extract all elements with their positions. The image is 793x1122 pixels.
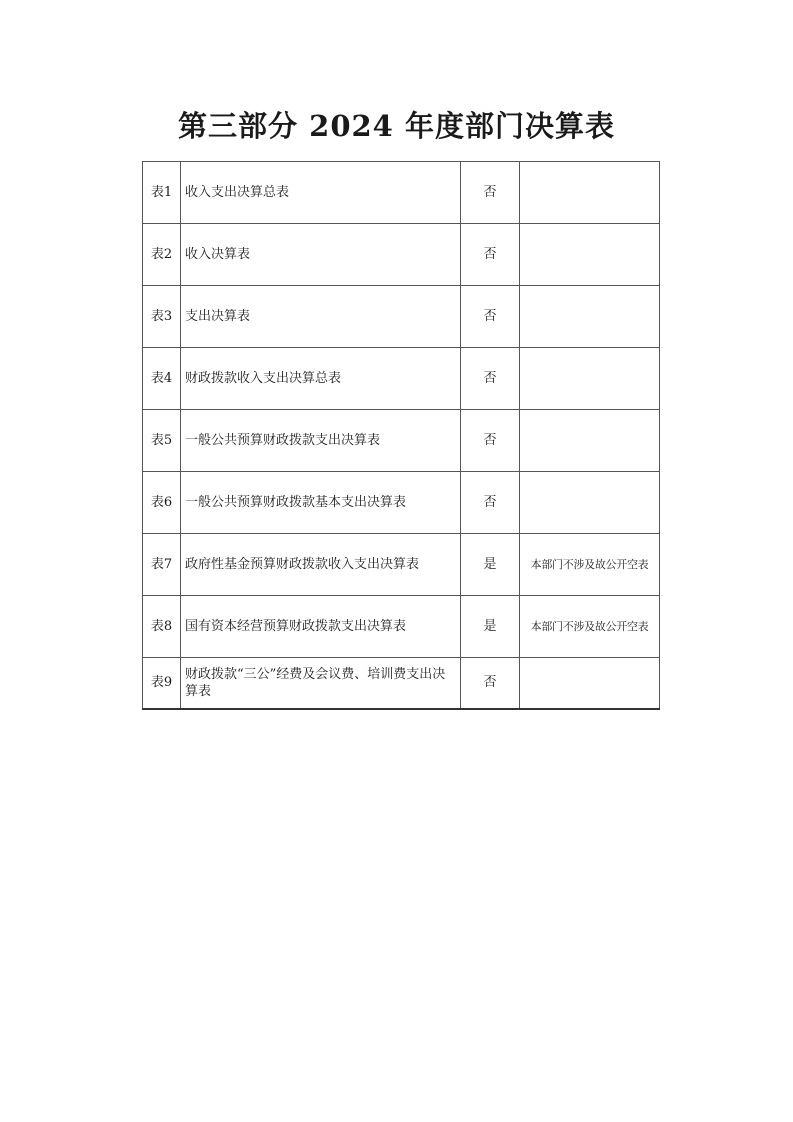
- table-name: 国有资本经营预算财政拨款支出决算表: [181, 596, 461, 658]
- table-note: [520, 162, 660, 224]
- table-number: 表4: [143, 348, 181, 410]
- table-row: [143, 658, 660, 709]
- table-row: [143, 410, 660, 472]
- table-note: [520, 224, 660, 286]
- table-row: [143, 162, 660, 224]
- table-note: [520, 286, 660, 348]
- table-number: 表9: [143, 658, 181, 709]
- table-row: [143, 596, 660, 658]
- table-name: 一般公共预算财政拨款基本支出决算表: [181, 472, 461, 534]
- table-name: 财政拨款“三公”经费及会议费、培训费支出决算表: [181, 658, 461, 709]
- empty-table-flag: 否: [461, 658, 520, 709]
- empty-table-flag: 是: [461, 534, 520, 596]
- table-note: [520, 410, 660, 472]
- table-number: 表3: [143, 286, 181, 348]
- table-note: 本部门不涉及故公开空表: [520, 596, 660, 658]
- empty-table-flag: 否: [461, 348, 520, 410]
- table-number: 表6: [143, 472, 181, 534]
- empty-table-flag: 否: [461, 286, 520, 348]
- table-number: 表7: [143, 534, 181, 596]
- table-number: 表2: [143, 224, 181, 286]
- empty-table-flag: 否: [461, 162, 520, 224]
- table-row: [143, 286, 660, 348]
- table-name: 财政拨款收入支出决算总表: [181, 348, 461, 410]
- table-note: [520, 658, 660, 709]
- table-name: 政府性基金预算财政拨款收入支出决算表: [181, 534, 461, 596]
- empty-table-flag: 否: [461, 472, 520, 534]
- report-catalog-table: [142, 161, 660, 710]
- table-row: [143, 348, 660, 410]
- page-title: 第三部分 2024 年度部门决算表: [178, 109, 615, 143]
- table-row: [143, 534, 660, 596]
- table-name: 收入决算表: [181, 224, 461, 286]
- table-number: 表5: [143, 410, 181, 472]
- empty-table-flag: 是: [461, 596, 520, 658]
- table-row: [143, 472, 660, 534]
- empty-table-flag: 否: [461, 224, 520, 286]
- table-row: [143, 224, 660, 286]
- table-number: 表1: [143, 162, 181, 224]
- table-number: 表8: [143, 596, 181, 658]
- table-name: 收入支出决算总表: [181, 162, 461, 224]
- empty-table-flag: 否: [461, 410, 520, 472]
- table-note: 本部门不涉及故公开空表: [520, 534, 660, 596]
- table-note: [520, 472, 660, 534]
- table-name: 支出决算表: [181, 286, 461, 348]
- table-note: [520, 348, 660, 410]
- table-name: 一般公共预算财政拨款支出决算表: [181, 410, 461, 472]
